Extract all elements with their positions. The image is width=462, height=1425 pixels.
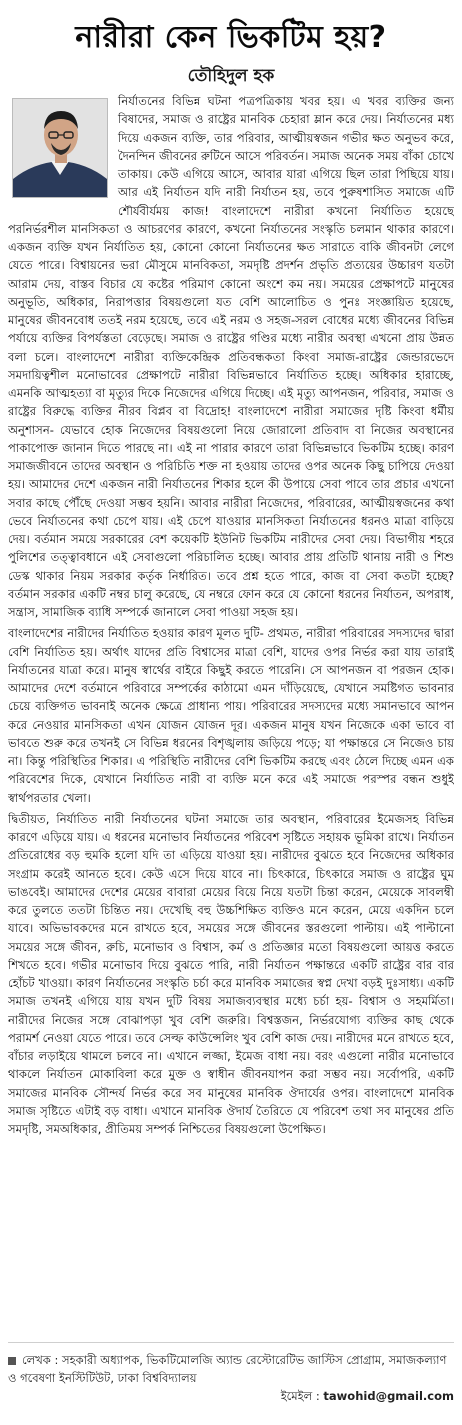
article-paragraph-2: বাংলাদেশের নারীদের নির্যাতিত হওয়ার কারণ মূলত দুটি- প্রথমত, নারীরা পরিবারের সদস্যদের দ্বারা বেশি নির্যাতিত হয়। অর্থাৎ যাদের প্রতি বিশ্বাসের মাত্রা বেশি, যাদের ওপর নির্ভর করা যায় তারাই নির্যাতনের যাত্রা করে। মানুষ স্বার্থের বাইরে কিছুই করতে পারেনি। সে আপনজন বা পরজন হোক। আমাদের দেশে বর্তমানে পরিবারে সম্পর্কের কাঠামো এমন দাঁড়িয়েছে, যেখানে সমষ্টিগত ভাবনার চেয়ে ব্যক্তিগত ভাবনাই অনেক ক্ষেত্রে প্রাধান্য পায়। পরিবারের সদস্যদের মধ্যে সমানভাবে আপন করে নেওয়ার মানসিকতা এখন যোজন যোজন দূর। একজন মানুষ যখন নিজেকে একা ভাবে বা ভাবতে শুরু করে তখনই সে বিভিন্ন ধরনের বিশৃঙ্খলায় জড়িয়ে পড়ে; যা পক্ষান্তরে সে নিজেও চায় না। কিন্তু পরিস্থিতির শিকার। এ পরিস্থিতি নারীদের বেশি ভিকটিম করছে এবং ঠেলে দিচ্ছে এমন এক পরিবেশের দিকে, যেখানে নির্যাতিত নারী বা ব্যক্তি মনে করে এই সমাজে পরস্পর বন্ধন শুধুই স্বার্থপরতার খেলা। — [8, 626, 454, 805]
square-bullet-icon — [8, 1357, 16, 1365]
article-body — [8, 92, 454, 1340]
article-paragraph-1: নির্যাতনের বিভিন্ন ঘটনা পত্রপত্রিকায় খবর হয়। এ খবর ব্যক্তির জন্য বিষাদের, সমাজ ও রাষ্ট্রের মানবিক চেহারা ম্লান করে দেয়। নির্যাতনের মধ্য দিয়ে একজন ব্যক্তি, তার পরিবার, আত্মীয়স্বজন গভীর ক্ষত অনুভব করে, দৈনন্দিন জীবনের রুটিনে আসে পরিবর্তন। সমাজ অনেক সময় বাঁকা চোখে তাকায়। কেউ এগিয়ে আসে, আবার যারা এগিয়ে ছিল তারা পিছিয়ে যায়। আর এই নির্যাতন যদি নারী নির্যাতন হয়, তবে পুরুষশাসিত সমাজে এটি শৌর্যবীর্যময় কাজ! বাংলাদেশে নারীরা কখনো নির্যাতিত হয়েছে পরনির্ভরশীল মানসিকতা ও আচরণের কারণে, কখনো নির্যাতনের সংস্কৃতি চলমান থাকার কারণে। একজন ব্যক্তি যখন নির্যাতিত হয়, কোনো কোনো নির্যাতনের ক্ষত সারাতে বাকি জীবনটা লেগে যেতে পারে। বিশ্বায়নের ভরা মৌসুমে মানবিকতা, সমদৃষ্টি প্রদর্শন প্রভৃতি প্রত্যয়ের উচ্চারণ যতটা আরাম দেয়, বাস্তব বিচার যে কষ্টের পরিমাণ কোনো অংশে কম নয়। সময়ের প্রেক্ষাপটে মানুষের অনুভূতি, অধিকার, নিরাপত্তার বিষয়গুলো যত বেশি আলোচিত ও পুনঃ সংজ্ঞায়িত হয়েছে, মানুষের জীবনবোধ ততই নরম হয়েছে, তবে এই নরম ও সহজ-সরল বোধের মধ্যে জীবনের বিভিন্ন পর্যায়ে ব্যক্তির বিপর্যস্ততা বেড়েছে। সমাজ ও রাষ্ট্রের গণ্ডির মধ্যে নারীর অবস্থা এখনো প্রায় উন্নত বলা চলে। বাংলাদেশে নারীরা ব্যক্তিকেন্দ্রিক প্রতিবন্ধকতা কিংবা সমাজ-রাষ্ট্রের জেন্ডারভেদে সমদায়িত্বশীল মনোভাবের প্রেক্ষাপটে নারীরা বিভিন্নভাবে নির্যাতিত হচ্ছে। অধিকার হারাচ্ছে, এমনকি আত্মহত্যা বা মৃত্যুর দিকে নিজেদের এগিয়ে দিচ্ছে। এই মৃত্যু আপনজন, পরিবার, সমাজ ও রাষ্ট্রের বিরুদ্ধে ব্যক্তির নীরব বিপ্লব বা বিদ্রোহ! বাংলাদেশে নারীরা সমাজের দৃষ্টি কিংবা ধর্মীয় অনুশাসন- যেভাবে হোক নিজেদের বিষয়গুলো নিয়ে জোরালো প্রতিবাদ বা নিজের অবস্থানের পাকাপোক্ত জানান দিতে পারছে না। এই না পারার কারণে তারা বিভিন্নভাবে ভিকটিম হচ্ছে। কারণ সমাজজীবনে তাদের অবস্থান ও পরিচিতি শক্ত না হওয়ায় তাদের ওপর অনেক কিছু চাপিয়ে দেওয়া হয়। আমাদের দেশে একজন নারী নির্যাতনের শিকার হলে কী উপায়ে সেবা পাবে তার প্রচার এখনো সবার কাছে পৌঁছে দেওয়া সম্ভব হয়নি। আবার নারীরা নিজেদের, পরিবারের, আত্মীয়স্বজনের কথা ভেবে নির্যাতনের কথা চেপে যায়। এই চেপে যাওয়ার মানসিকতা নির্যাতনের ধরনও মাত্রা বাড়িয়ে দেয়। বর্তমান সময়ে সরকারের বেশ কয়েকটি ইউনিট ভিকটিম নারীদের সেবা দেয়। বিভাগীয় শহরে পুলিশের তত্ত্বাবধানে এই সেবাগুলো পরিচালিত হচ্ছে। আবার প্রায় প্রতিটি থানায় নারী ও শিশু ডেস্ক থাকার নিয়ম সরকার কর্তৃক নির্ধারিত। তবে প্রশ্ন হতে পারে, কাজ বা সেবা কতটা হচ্ছে? বর্তমান সরকার একটি নম্বর চালু করেছে, যে নম্বরে ফোন করে যে কোনো ধরনের নির্যাতন, অপরাধ, সন্ত্রাস, সামাজিক ব্যাধি সম্পর্কে জানালে সেবা পাওয়া সহজ হয়। — [8, 94, 454, 619]
article-paragraph-3: দ্বিতীয়ত, নির্যাতিত নারী নির্যাতনের ঘটনা সমাজে তার অবস্থান, পরিবারের ইমেজসহ বিভিন্ন কারণে এড়িয়ে যায়। এ ধরনের মনোভাব নির্যাতনের পরিবেশ সৃষ্টিতে সহায়ক ভূমিকা রাখে। নির্যাতন প্রতিরোধের বড় হুমকি হলো যদি তা এড়িয়ে যাওয়া হয়। নারীদের বুঝতে হবে নিজেদের অধিকার সংগ্রাম করেই আনতে হবে। কেউ এসে দিয়ে যাবে না। চিৎকারে, চিৎকারে সমাজ ও রাষ্ট্রের ঘুম ভাঙবেই। আমাদের দেশের মেয়ের বাবারা মেয়ের বিয়ে নিয়ে যতটা চিন্তা করেন, মেয়েকে সাবলম্বী করে তুলতে ততটা চিন্তিত নয়। দেখেছি বহু উচ্চশিক্ষিত ব্যক্তিও মনে করেন, মেয়ে একদিন চলে যাবে। অভিভাবকদের মনে রাখতে হবে, সময়ের সঙ্গে জীবনের স্তরগুলো পাল্টায়। এই পাল্টানো সময়ের সঙ্গে জীবন, রুচি, মনোভাব ও বিশ্বাস, কর্ম ও প্রতিজ্ঞার মতো বিষয়গুলো আয়ত্ত করতে শিখতে হবে। গভীর মনোভাব দিয়ে বুঝতে পারি, নারী নির্যাতন পক্ষান্তরে একটি রাষ্ট্রের বার বার হোঁচট খাওয়া। কারণ নির্যাতনের সংস্কৃতি চর্চা করে মানবিক সমাজের স্বপ্ন দেখা বড়ই দুঃসাধ্য। একটি সমাজ তখনই এগিয়ে যায় যখন দুটি বিষয় সমাজব্যবস্থার মধ্যে চর্চা হয়- বিশ্বাস ও সহমর্মিতা। নারীদের নিজের সঙ্গে বোঝাপড়া খুব বেশি জরুরি। বিশ্বস্তজন, নির্ভরযোগ্য ব্যক্তির কাছ থেকে পরামর্শ নেওয়া যেতে পারে। তবে সেল্ফ কাউন্সেলিং খুব বেশি কাজ দেয়। নারীদের মনে রাখতে হবে, বাঁচার লড়াইয়ে থামলে চলবে না। এখানে লজ্জা, ইমেজ বাধা নয়। বরং এগুলো নারীর মনোভাবে থাকলে নির্যাতন মোকাবিলা করে মুক্ত ও স্বাধীন জীবনযাপন করা সম্ভব নয়। সর্বোপরি, একটি সমাজের মানবিক সৌন্দর্য নির্ভর করে সব মানুষের মানবিক ঔদার্যের ওপর। বাংলাদেশে মানবিক সমাজ সৃষ্টিতে এটাই বড় বাধা। এখানে মানবিক ঔদার্য তৈরিতে যে পরিবেশ তথা সব মানুষের প্রতি সমদৃষ্টি, সমঅধিকার, প্রীতিময় সম্পর্ক নিশ্চিতের বিষয়গুলো উপেক্ষিত। — [8, 811, 454, 1136]
author-portrait-icon — [13, 99, 107, 197]
author-photo — [12, 98, 108, 198]
email-label: ইমেইল : — [280, 1389, 320, 1403]
author-credentials-text: লেখক : সহকারী অধ্যাপক, ভিকটিমোলজি অ্যান্ড রেস্টোরেটিভ জাস্টিস প্রোগ্রাম, সমাজকল্যাণ ও গবেষণা ইনস্টিটিউট, ঢাকা বিশ্ববিদ্যালয় — [8, 1353, 447, 1385]
author-email[interactable]: tawohid@gmail.com — [323, 1389, 454, 1403]
author-email-line — [8, 1387, 454, 1405]
byline: তৌহিদুল হক — [187, 66, 275, 86]
author-info — [8, 1342, 454, 1405]
headline: নারীরা কেন ভিকটিম হয়? — [75, 20, 387, 55]
author-credentials — [8, 1351, 454, 1387]
